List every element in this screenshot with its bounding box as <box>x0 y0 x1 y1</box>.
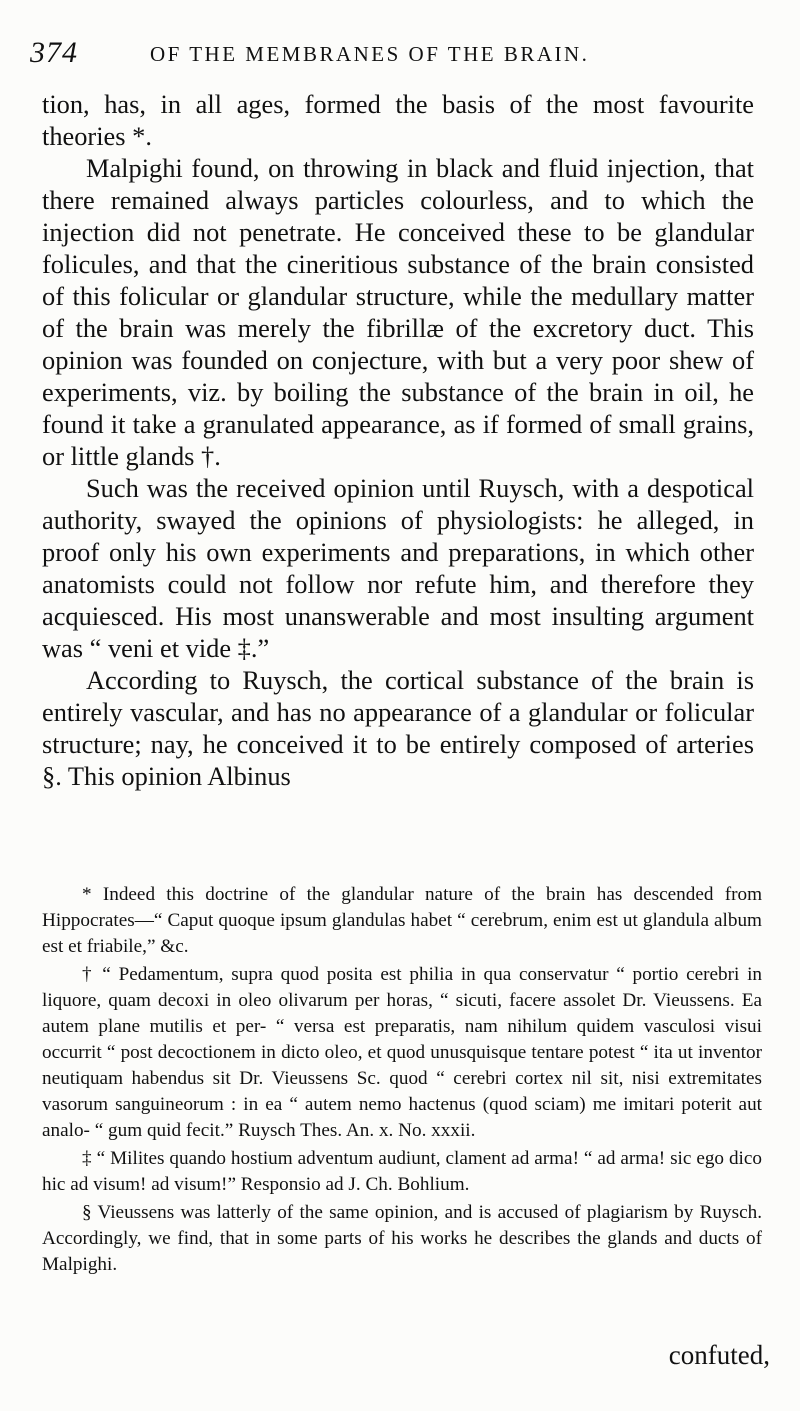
catchword: confuted, <box>668 1340 770 1370</box>
footnotes <box>42 882 762 1278</box>
footnote-dagger: † “ Pedamentum, supra quod posita est philia in qua conservatur “ portio cerebri in liquore, quam decoxi in oleo olivarum per horas, “ sicuti, facere assolet Dr. Vieussens. Ea autem plane mutilis et per- “ versa est preparatis, nam nihilum quidem vasculosi visui occurrit “ post decoctionem in dicto oleo, et quod unusquisque tentare potest “ ita ut inventor neutiquam habendus sit Dr. Vieussens Sc. quod “ cerebri cortex nil sit, nisi extremitates vasorum sanguineorum : in ea “ autem nemo hactenus (quod sciam) me imitari poterit aut analo- “ gum quid fecit.” Ruysch Thes. An. x. No. xxxii. <box>42 964 762 1141</box>
footnote-asterisk: * Indeed this doctrine of the glandular nature of the brain has descended from Hippocrates—“ Caput quoque ipsum glandulas habet “ cerebrum, enim est ut glandula album est et friabile,” &c. <box>42 884 762 957</box>
footnote-double-dagger: ‡ “ Milites quando hostium adventum audiunt, clament ad arma! “ ad arma! sic ego dico hic ad visum! ad visum!” Responsio ad J. Ch. Bohlium. <box>42 1148 762 1195</box>
paragraph-ruysch-authority: Such was the received opinion until Ruysch, with a despotical authority, swayed the opinions of physiologists: he alleged, in proof only his own experiments and preparations, in which other anatomists could not follow nor refute him, and therefore they acquiesced. His most unanswerable and most insulting argument was “ veni et vide ‡.” <box>42 473 754 663</box>
page-number: 374 <box>30 36 78 69</box>
footnote-section: § Vieussens was latterly of the same opinion, and is accused of plagiarism by Ruysch. Accordingly, we find, that in some parts of his works he describes the glands and ducts of Malpighi. <box>42 1202 762 1275</box>
body-text <box>42 88 754 792</box>
paragraph-cortical-substance: According to Ruysch, the cortical substance of the brain is entirely vascular, and has no appearance of a glandular or folicular structure; nay, he conceived it to be entirely composed of arteries §. This opinion Albinus <box>42 665 754 791</box>
paragraph-continuation: tion, has, in all ages, formed the basis of the most favourite theories *. <box>42 89 754 151</box>
running-head: OF THE MEMBRANES OF THE BRAIN. <box>150 42 590 66</box>
paragraph-malpighi: Malpighi found, on throwing in black and fluid injection, that there remained always particles colourless, and to which the injection did not penetrate. He conceived these to be glandular folicules, and that the cineritious substance of the brain consisted of this folicular or glandular structure, while the medullary matter of the brain was merely the fibrillæ of the excretory duct. This opinion was founded on conjecture, with but a very poor shew of experiments, viz. by boiling the substance of the brain in oil, he found it take a granulated appearance, as if formed of small grains, or little glands †. <box>42 153 754 471</box>
page-header <box>30 36 770 76</box>
